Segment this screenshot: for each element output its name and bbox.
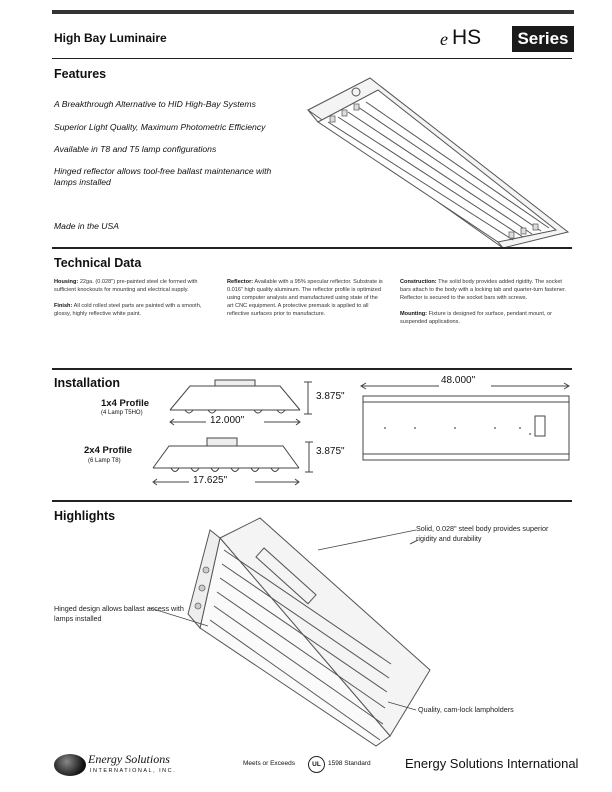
note-steel-body: Solid, 0.028" steel body provides superior rigidity and durability — [416, 524, 549, 543]
feature-item: Superior Light Quality, Maximum Photometric Efficiency — [54, 122, 266, 132]
note-hinged-design: Hinged design allows ballast access with lamps installed — [54, 604, 184, 623]
footer-company: Energy Solutions International — [405, 756, 579, 771]
construction-label: Construction: — [400, 279, 437, 285]
profile1-drawing — [160, 378, 320, 436]
profile1-title: 1x4 Profile — [101, 398, 150, 409]
series-badge: Series — [512, 26, 574, 52]
highlights-rule — [52, 500, 572, 502]
leader-lampholders — [388, 700, 418, 714]
construction-text: The solid body provides added rigidity. The socket bars attach to the body with a locking tab and quarter-turn fastener. Reflector is secured to the socket bars with screws. — [400, 279, 567, 301]
feature-item: Available in T8 and T5 lamp configurations — [54, 144, 217, 154]
housing-label: Housing: — [54, 279, 79, 285]
series-logo — [440, 26, 574, 52]
technical-rule — [52, 247, 572, 249]
profile2-title: 2x4 Profile — [84, 445, 133, 456]
note-lampholders: Quality, cam-lock lampholders — [418, 705, 514, 714]
feature-item: Hinged reflector allows tool-free ballast maintenance with lamps installed — [54, 166, 272, 187]
mounting-text: Fixture is designed for surface, pendant mount, or suspended applications. — [400, 311, 553, 325]
profile1-subtitle: (4 Lamp T5HO) — [101, 410, 143, 416]
ul-badge: UL — [308, 756, 325, 773]
footer-logo-sub: INTERNATIONAL, INC. — [90, 768, 177, 774]
tech-column-1 — [54, 278, 214, 326]
mounting-label: Mounting: — [400, 311, 428, 317]
housing-text: 22ga. (0.028") pre-painted steel cle formed with sufficient knockouts for mounting and electrical supply. — [54, 279, 198, 293]
header-rule — [52, 58, 572, 59]
length-dimension: 48.000" — [441, 375, 476, 386]
tech-column-2 — [227, 278, 385, 326]
globe-icon — [54, 754, 86, 776]
finish-label: Finish: — [54, 303, 73, 309]
standard-left: Meets or Exceeds — [243, 760, 296, 767]
footer-logo — [54, 752, 194, 782]
tech-column-3 — [400, 278, 570, 334]
luminaire-illustration-top — [298, 70, 578, 250]
profile2-drawing — [145, 432, 320, 494]
profile2-width: 17.625" — [193, 475, 228, 486]
finish-text: All cold rolled steel parts are painted with a smooth, glossy, highly reflective white paint. — [54, 303, 202, 317]
profile1-height: 3.875" — [316, 391, 345, 402]
standard-right: 1598 Standard — [328, 760, 371, 767]
logo-mark: e — [440, 29, 448, 49]
length-drawing — [355, 372, 575, 472]
logo-code: HS — [452, 26, 482, 49]
technical-heading: Technical Data — [54, 256, 142, 270]
reflector-text: Available with a 95% specular reflector. Substrate is 0.016" high quality aluminum. The reflector profile is optimized using computer analysis and manufactured using state of the art CNC equipment. A protective premask is applied to all reflective surfaces prior to manufacture. — [227, 279, 383, 317]
reflector-label: Reflector: — [227, 279, 254, 285]
profile2-subtitle: (6 Lamp T8) — [88, 458, 121, 464]
top-bar — [52, 10, 574, 14]
made-in-usa: Made in the USA — [54, 221, 119, 231]
footer-logo-name: Energy Solutions — [88, 752, 170, 766]
installation-rule — [52, 368, 572, 370]
feature-item: A Breakthrough Alternative to HID High-Bay Systems — [54, 99, 256, 109]
leader-hinged-design — [150, 604, 210, 630]
page-title: High Bay Luminaire — [54, 31, 167, 45]
leader-steel-body — [318, 528, 418, 552]
features-heading: Features — [54, 67, 107, 81]
profile1-width: 12.000" — [210, 415, 245, 426]
installation-heading: Installation — [54, 376, 120, 390]
highlights-heading: Highlights — [54, 509, 116, 523]
profile2-height: 3.875" — [316, 446, 345, 457]
